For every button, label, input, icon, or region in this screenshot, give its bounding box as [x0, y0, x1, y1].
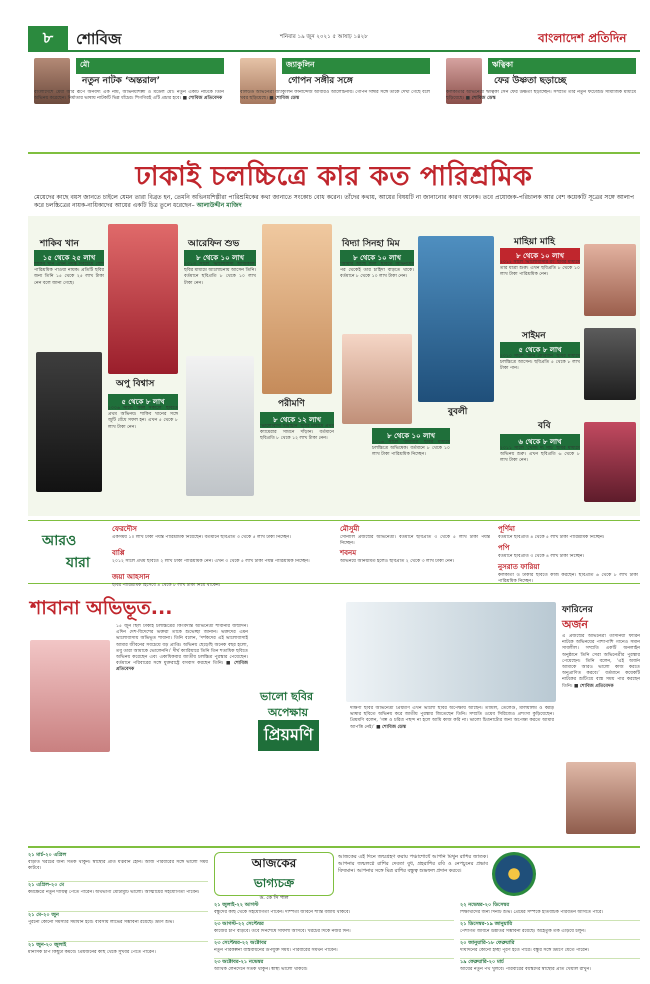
- mim-photo: [342, 334, 412, 424]
- story-mou: [28, 56, 228, 148]
- horoscope-intro: আজকের এই দিনে জন্মগ্রহণ করায় পঞ্চাশোর্ধে আপনি মিথুন রাশির জাতক। আপনার জন্মলগ্নে রাশির দেবতা বুধ, গ্রহরাশির রবি ও নেপচুনের প্রভাব বিদ্যমান। আপনার সঙ্গে মিত্র রাশির বন্ধুত্ব শুভফল প্রদান করবে।: [338, 854, 488, 874]
- horoscope-title-box: [214, 852, 334, 901]
- newspaper-brand: বাংলাদেশ প্রতিদিন: [538, 31, 627, 45]
- shakib-photo: [36, 352, 102, 492]
- priyamani-title-mid: অপেক্ষায়: [268, 706, 308, 719]
- star-fee: ৮ থেকে ১২ লাখ: [260, 412, 334, 428]
- mahi-photo: [584, 244, 636, 316]
- star-fee: ৮ থেকে ১০ লাখ: [500, 248, 580, 264]
- story-title: ফের উষ্ণতা ছড়াচ্ছে: [494, 76, 567, 86]
- shabana-photo: [30, 640, 110, 752]
- zodiac-wheel-icon: [492, 852, 536, 896]
- symon-photo: [584, 328, 636, 400]
- farin-title-bottom: অর্জন: [562, 618, 588, 631]
- apu-photo: [108, 224, 178, 374]
- star-name: শাকিব খান: [40, 239, 79, 249]
- arefin-photo: [186, 356, 254, 496]
- star-note: ২০১০ সালে ‘জান কোরবান’ ছবির মাধ্যমে চলচ্চিত্রে আসেন। ছবিপ্রতি ৫ থেকে ৮ লাখ টাকা পান।: [500, 354, 580, 372]
- farin-photo: [566, 762, 636, 834]
- page-number: ৮: [42, 28, 54, 47]
- others-title-top: আরও: [42, 533, 77, 549]
- story-tag: মৌ: [76, 58, 224, 74]
- others-right: পূর্ণিমা বর্তমানে ছবিপ্রতি ৪ থেকে ৫ লাখ টাকা পারিশ্রমিক নিচ্ছেন। পপি বর্তমানে ছবিপ্রতি ৩ থেকে ৪ লাখ টাকা নিচ্ছেন। নুসরাত ফারিয়া কলকাতা ও ঢাকার ছবিতে কাজ করছেন। ছবিপ্রতি ৬ থেকে ৮ লাখ টাকা পারিশ্রমিক নিচ্ছেন।: [498, 525, 638, 585]
- star-note: ২০০৬ সালে ‘কাল সকালে’ ছবিতে প্রথম অভিনয়। শাকিব খানের সঙ্গে জুটি বেঁধে সফল হন। এখন ৫ থেকে ৮ লাখ টাকা নেন।: [108, 406, 178, 430]
- horoscope-section: [28, 846, 640, 976]
- story-body: বলিউড অভিনেত্রী জ্যাকুলিন ফার্নান্দেজ আবারও আলোচনায়। গোপন সঙ্গীর সঙ্গে তাকে দেখা গেছে বলে খবর ছড়িয়েছে। ■ শোবিজ ডেস্ক: [240, 90, 430, 102]
- story-tag: জ্যাকুলিন: [282, 58, 430, 74]
- bobby-photo: [584, 422, 636, 502]
- story-title: গোপন সঙ্গীর সঙ্গে: [288, 76, 353, 86]
- others-mid: মৌসুমী সোনালি প্রজন্মের অভিনেত্রী। বর্তমানে ছবিপ্রতি ৩ থেকে ৫ লাখ টাকা পর্যন্ত নিচ্ছেন। শবনম অভিনয়ে অনিয়মিত হলেও ছবিপ্রতি ২ থেকে ৩ লাখ টাকা নেন।: [340, 525, 490, 564]
- top-stories: [28, 56, 640, 148]
- star-name: সাইমন: [522, 331, 546, 341]
- star-fee: ৮ থেকে ১০ লাখ: [372, 428, 450, 444]
- star-note: ‘ভালোবাসা সীমাহীন’ ছবির মাধ্যমে প্রথম ক্যামেরার সামনে দাঁড়ান। বর্তমানে ছবিপ্রতি ৮ থেকে ১২ লাখ টাকা নেন।: [260, 424, 334, 442]
- others-title-bottom: যারা: [66, 555, 90, 571]
- farin-section: [562, 600, 640, 840]
- star-name: ববি: [538, 421, 551, 431]
- others-section: [28, 520, 640, 588]
- star-fee: ৫ থেকে ৮ লাখ: [500, 342, 580, 358]
- star-name: অপু বিশ্বাস: [116, 379, 155, 389]
- story-body: বাংলাদেশে মেধা আর রূপে অনবদ্য এক নাম, অভিনয়শিল্পী ও মডেল মৌ। নতুন একটি নাটকে তিনি অভিনয় করেছেন। নির্মাতার ভাষায় নাটকটি ভিন্ন ধাঁচের। শিগগিরই এটি প্রচার হবে। ■ শোবিজ প্রতিবেদক: [34, 90, 224, 102]
- story-title: নতুন নাটক ‘অন্তরাল’: [82, 76, 161, 86]
- farin-title-top: ফারিনের: [562, 605, 593, 615]
- star-fee: ৬ থেকে ৮ লাখ: [500, 434, 580, 450]
- star-note: ২০১৬ সালে ‘বসগিরি’ ছবির মাধ্যমে চলচ্চিত্রে অভিষেক। বর্তমানে ৮ থেকে ১০ লাখ টাকা পারিশ্রমিক নিচ্ছেন।: [372, 440, 450, 458]
- shabana-section: [28, 590, 250, 838]
- star-name: পরীমণি: [278, 399, 305, 409]
- star-note: শাকিব খান এখন পর্যন্ত সবচেয়ে বেশি পারিশ্রমিক পাওয়া নায়ক। প্রতিটি ছবির জন্য তিনি ১৫ থেকে ২৫ লাখ টাকা নেন বলে জানা গেছে।: [34, 262, 104, 286]
- priyamani-section: [256, 600, 556, 840]
- star-name: মাহিয়া মাহি: [514, 237, 555, 247]
- section-title: শোবিজ: [76, 30, 122, 48]
- horoscope-left: ২১ মার্চ-২০ এপ্রিল বাড়তি খরচের জন্য সতর্ক থাকুন। স্বাস্থ্যের প্রতি যত্নবান হোন। আজ পরিবারের সঙ্গে ভালো সময় কাটবে। ২১ এপ্রিল-২০ মে কর্মক্ষেত্রে নতুন দায়িত্ব পেতে পারেন। অর্থভাগ্য মোটামুটি ভালো। আত্মীয়ের সহযোগিতা পাবেন। ২১ মে-২০ জুন পুরনো কোনো সমস্যার সমাধান হবে। ব্যবসায় লাভের সম্ভাবনা রয়েছে। ভ্রমণ শুভ। ২১ জুন-২০ জুলাই মানসিক চাপ কিছুটা কমবে। প্রিয়জনের কাছ থেকে সুখবর পেতে পারেন।: [28, 852, 208, 955]
- story-tag: ঋত্বিকা: [488, 58, 636, 74]
- horoscope-author: ড. কে সি পাল: [259, 895, 289, 901]
- star-fee: ১৫ থেকে ২৫ লাখ: [34, 250, 104, 266]
- page-number-box: [28, 26, 68, 50]
- star-note: ২০১১ সালে ‘খোঁজ দ্য সার্চ’ ছবির মাধ্যমে অভিনয় শুরু। এখন ছবিপ্রতি ৬ থেকে ৮ লাখ টাকা নেন।: [500, 446, 580, 464]
- others-left: ফেরদৌস একসময় ১০ লাখ টাকা পর্যন্ত পারিশ্রমিক নিয়েছেন। বর্তমানে ছবিপ্রতি ৩ থেকে ৫ লাখ টাকা নিচ্ছেন। বাপ্পি ২০১২ সালে প্রথম ছবিতে ২ লাখ টাকা পারিশ্রমিক নেন। এখন ৩ থেকে ৫ লাখ টাকা পর্যন্ত পারিশ্রমিক নিচ্ছেন। জয়া আহসান ছবির পারিশ্রমিক হিসেবে ৪ থেকে ৮ লাখ টাকা নিয়ে থাকেন।: [112, 525, 310, 588]
- issue-date: শনিবার ১৯ জুন ২০২১ ৫ আষাঢ় ১৪২৮: [280, 34, 368, 40]
- horoscope-mid: ২১ জুলাই-২২ আগস্ট বন্ধুদের কাছ থেকে সহযোগিতা পাবেন। দাম্পত্য জীবনে শান্তি বজায় থাকবে। ২৩ আগস্ট-২২ সেপ্টেম্বর কাজের চাপ বাড়বে। তবে দিনশেষে সাফল্য আসবে। খরচের দিকে নজর দিন। ২৩ সেপ্টেম্বর-২২ অক্টোবর নতুন পরিকল্পনা বাস্তবায়নের উপযুক্ত সময়। পরিবারের সমর্থন পাবেন। ২৩ অক্টোবর-২১ নভেম্বর আর্থিক লেনদেনে সতর্ক থাকুন। স্বাস্থ্য ভালো থাকবে।: [214, 902, 454, 978]
- feature-byline: আলাউদ্দীন মাজিদ: [196, 202, 242, 209]
- shabana-headline: শাবানা অভিভূত...: [30, 597, 173, 619]
- divider: [28, 152, 640, 154]
- farin-body: এ প্রজন্মের অভিনেত্রী তাসনিয়া ফারিন নাটকে অভিনয়ের পাশাপাশি গানেও সমান সাবলীল। সম্প্রতি একটি অনলাইন অনুষ্ঠানে তিনি সেরা অভিনেত্রীর পুরস্কার পেয়েছেন। তিনি বলেন, ‘এই অর্জন আমাকে আরও ভালো কাজ করতে অনুপ্রাণিত করবে।’ বর্তমানে কয়েকটি নাটকের শুটিংয়ে ব্যস্ত সময় পার করছেন তিনি। ■ শোবিজ প্রতিবেদক: [562, 634, 640, 689]
- star-note: ‘আমার আছে জল’ ছবিতে অভিনয়ের পর থেকেই তার চাহিদা বাড়তে থাকে। বর্তমানে ৮ থেকে ১০ লাখ টাকা নেন।: [340, 262, 414, 280]
- porimoni-photo: [262, 224, 332, 394]
- priyamani-body: দক্ষিণী ছবির অভিনেত্রী প্রিয়মণি এখন ভালো ছবির অপেক্ষায় আছেন। তামিল, তেলেগু, মালয়ালম ও কন্নড় ভাষার ছবিতে অভিনয় করে জাতীয় পুরস্কার জিতেছেন তিনি। সম্প্রতি ওয়েব সিরিজেও প্রশংসা কুড়িয়েছেন। প্রিয়মণি বলেন, ‘গল্প ও চরিত্র পছন্দ না হলে আমি কাজ করি না। ভালো চিত্রনাট্যের জন্য অপেক্ষা করতে আমার আপত্তি নেই।’ ■ শোবিজ ডেস্ক: [350, 706, 554, 730]
- story-rittika: [440, 56, 640, 148]
- feature-headline: ঢাকাই চলচ্চিত্রে কার কত পারিশ্রমিক: [135, 161, 533, 192]
- priyamani-title-top: ভালো ছবির: [260, 690, 314, 703]
- page-header: [28, 26, 640, 52]
- star-name: বিদ্যা সিনহা মিম: [342, 239, 400, 249]
- star-fee: ৫ থেকে ৮ লাখ: [108, 394, 178, 410]
- horoscope-title-bottom: ভাগ্যচক্র: [253, 876, 295, 890]
- horoscope-right: ২২ নভেম্বর-২০ ডিসেম্বর শিক্ষার্থীদের জন্য দিনটি শুভ। প্রেমের সম্পর্কে ইতিবাচক পরিবর্তন আসতে পারে। ২১ ডিসেম্বর-১৯ জানুয়ারি পেশাগত জীবনে উন্নতির সম্ভাবনা রয়েছে। অহেতুক তর্ক এড়িয়ে চলুন। ২০ জানুয়ারি-১৮ ফেব্রুয়ারি দীর্ঘদিনের কোনো ইচ্ছা পূরণ হতে পারে। বন্ধুর সঙ্গে ভ্রমণে যেতে পারেন। ১৯ ফেব্রুয়ারি-২০ মার্চ আয়ের নতুন পথ খুলবে। পরিবারের বয়স্কদের স্বাস্থ্যের প্রতি খেয়াল রাখুন।: [460, 902, 640, 978]
- feature-intro: মেয়েদের কাছে বয়স জানতে চাইলে যেমন তারা বিব্রত হন, তেমনি অভিনয়শিল্পীরা পারিশ্রমিকের কথা জানাতে সংকোচ বোধ করেন। তাঁদের কথায়, আয়ের বিষয়টি না জানানোর কারণ অনেক। তবে প্রযোজক-পরিচালক আর বেশ কয়েকটি সূত্রের সঙ্গে আলাপ করে চলচ্চিত্রের নায়ক-নায়িকাদের আয়ের একটি চিত্র তুলে ধরেছেন– আলাউদ্দীন মাজিদ: [34, 194, 634, 209]
- bubli-photo: [418, 236, 494, 402]
- story-jacqueline: [234, 56, 434, 148]
- priyamani-title-name: প্রিয়মণি: [258, 720, 319, 751]
- horoscope-title-top: আজকের: [251, 856, 297, 870]
- story-body: কলকাতার অভিনেত্রী ঋত্বিকা সেন ফের উষ্ণতা ছড়াচ্ছেন। সম্প্রতি তার নতুন ফটোশুট সামাজিক মাধ্যমে ছড়িয়েছে। ■ শোবিজ ডেস্ক: [446, 90, 636, 102]
- priyamani-photo: [346, 602, 556, 702]
- star-note: ২০১৩ সালে ‘ভালোবাসা আজকাল’ ছবির মাধ্যমে আলোচনায় আসেন তিনি। বর্তমানে ছবিপ্রতি ৮ থেকে ১০ লাখ টাকা নেন।: [184, 262, 256, 286]
- star-note: ২০১২ সালে ‘ভালোবাসার রং’ ছবির মাধ্যমে তার যাত্রা শুরু। এখন ছবিপ্রতি ৮ থেকে ১০ লাখ টাকা পারিশ্রমিক নেন।: [500, 260, 580, 278]
- star-fee: ৮ থেকে ১০ লাখ: [184, 250, 256, 266]
- shabana-body: ১৫ জুন ছিল ঢাকাই চলচ্চিত্রের কিংবদন্তি অভিনেত্রী শাবানার জন্মদিন। এদিন দেশ-বিদেশের ভক্তরা তাকে শুভেচ্ছা জানান। ভক্তদের এমন ভালোবাসায় অভিভূত শাবানা। তিনি বলেন, ‘দর্শকদের এই ভালোবাসাই আমার জীবনের সবচেয়ে বড় প্রাপ্তি। অভিনয় ছেড়েছি অনেক বছর হলো, তবু তারা আমাকে ভোলেননি।’ দীর্ঘ ক্যারিয়ারে তিনি তিন শতাধিক ছবিতে অভিনয় করেছেন এবং একাধিকবার জাতীয় চলচ্চিত্র পুরস্কার পেয়েছেন। বর্তমানে পরিবারের সঙ্গে যুক্তরাষ্ট্রে বসবাস করছেন তিনি। ■ শোবিজ প্রতিবেদক: [116, 624, 248, 673]
- star-name: বুবলী: [448, 407, 468, 417]
- stars-panel: [28, 216, 640, 516]
- star-fee: ৮ থেকে ১০ লাখ: [340, 250, 414, 266]
- star-name: আরেফিন শুভ: [188, 239, 240, 249]
